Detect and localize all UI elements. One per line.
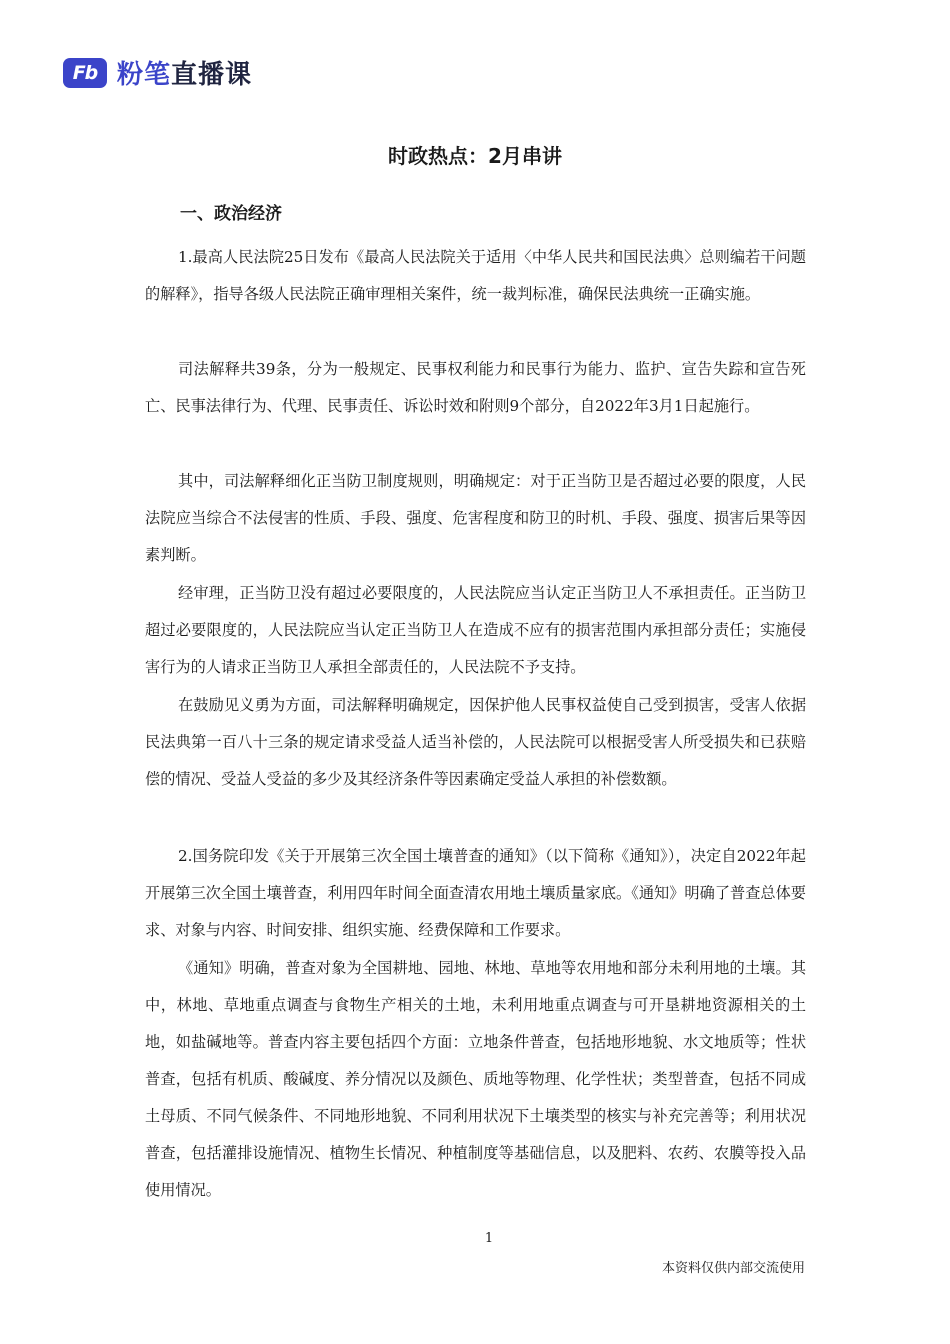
paragraph: 经审理，正当防卫没有超过必要限度的，人民法院应当认定正当防卫人不承担责任。正当防卫超过必要限度的，人民法院应当认定正当防卫人在造成不应有的损害范围内承担部分责任；实施侵害行为的人请求正当防卫人承担全部责任的，人民法院不予支持。 [145,584,806,676]
section-heading: 一、政治经济 [180,204,282,224]
paragraph: 《通知》明确，普查对象为全国耕地、园地、林地、草地等农用地和部分未利用地的土壤。其中，林地、草地重点调查与食物生产相关的土地，未利用地重点调查与可开垦耕地资源相关的土地，如盐碱地等。普查内容主要包括四个方面：立地条件普查，包括地形地貌、水文地质等；性状普查，包括有机质、酸碱度、养分情况以及颜色、质地等物理、化学性状；类型普查，包括不同成土母质、不同气候条件、不同地形地貌、不同利用状况下土壤类型的核实与补充完善等；利用状况普查，包括灌排设施情况、植物生长情况、种植制度等基础信息，以及肥料、农药、农膜等投入品使用情况。 [145,959,806,1199]
logo-suffix: 直播课 [171,60,253,90]
paragraph: 其中，司法解释细化正当防卫制度规则，明确规定：对于正当防卫是否超过必要的限度，人民法院应当综合不法侵害的性质、手段、强度、危害程度和防卫的时机、手段、强度、损害后果等因素判断。 [145,472,806,564]
paragraph: 2.国务院印发《关于开展第三次全国土壤普查的通知》（以下简称《通知》），决定自2022年起开展第三次全国土壤普查，利用四年时间全面查清农用地土壤质量家底。《通知》明确了普查总体要求、对象与内容、时间安排、组织实施、经费保障和工作要求。 [145,847,806,939]
footer-note: 本资料仅供内部交流使用 [661,1261,805,1276]
document-title: 时政热点：2月串讲 [388,144,562,168]
brand-logo [63,54,252,91]
page-number: 1 [484,1231,494,1246]
paragraph: 司法解释共39条，分为一般规定、民事权利能力和民事行为能力、监护、宣告失踪和宣告死亡、民事法律行为、代理、民事责任、诉讼时效和附则9个部分，自2022年3月1日起施行。 [145,360,806,415]
logo-brand: 粉笔 [117,60,172,90]
paragraph: 在鼓励见义勇为方面，司法解释明确规定，因保护他人民事权益使自己受到损害，受害人依据民法典第一百八十三条的规定请求受益人适当补偿的，人民法院可以根据受害人所受损失和已获赔偿的情况、受益人受益的多少及其经济条件等因素确定受益人承担的补偿数额。 [145,696,806,788]
logo-text [117,54,252,91]
logo-icon: Fb [63,58,107,88]
paragraph: 1.最高人民法院25日发布《最高人民法院关于适用〈中华人民共和国民法典〉总则编若干问题的解释》，指导各级人民法院正确审理相关案件，统一裁判标准，确保民法典统一正确实施。 [145,248,806,303]
